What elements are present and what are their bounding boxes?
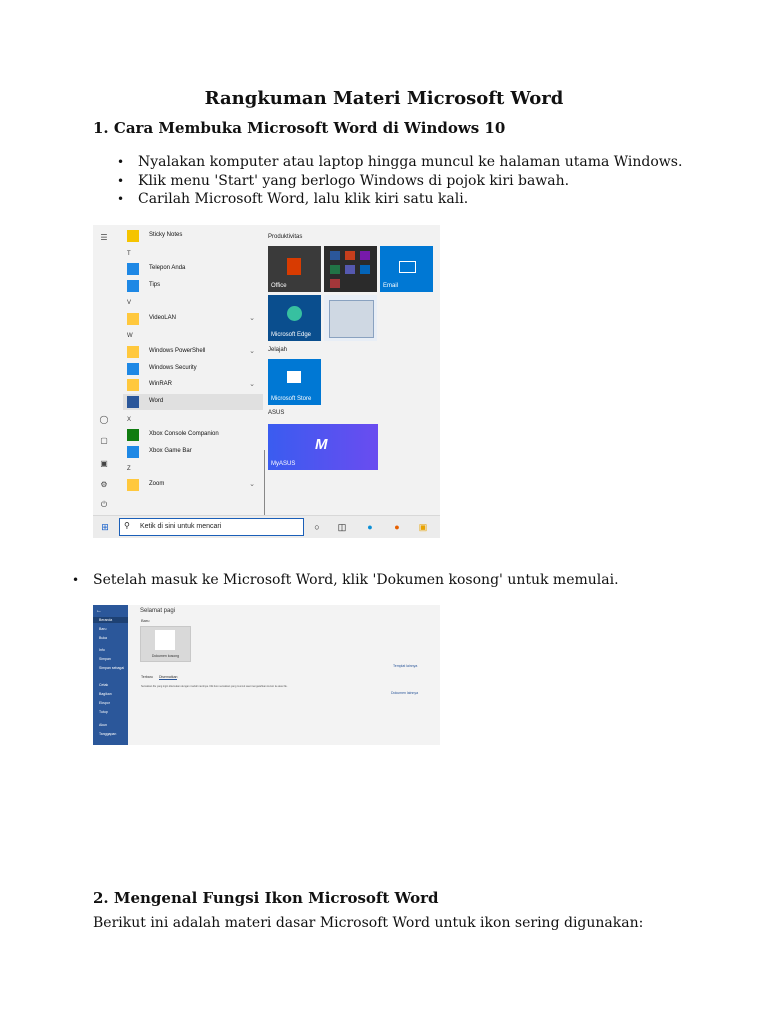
tile-office[interactable]: Office <box>268 246 321 292</box>
cortana-icon[interactable]: ○ <box>314 522 320 532</box>
taskbar <box>93 515 440 538</box>
firefox-icon[interactable]: ● <box>394 522 400 532</box>
power-icon: ⏻ <box>100 500 108 509</box>
list-item: • Nyalakan komputer atau laptop hingga muncul ke halaman utama Windows. <box>114 153 682 172</box>
xbox-icon <box>127 429 139 441</box>
tips-icon <box>127 280 139 292</box>
sidebar-item-save[interactable]: Simpan <box>99 657 111 661</box>
tab-recent[interactable]: Terbaru <box>141 675 153 679</box>
user-icon: ◯ <box>99 415 109 424</box>
section-2-intro: Berikut ini adalah materi dasar Microsoft Word untuk ikon sering digunakan: <box>93 915 644 931</box>
app-videolan[interactable]: VideoLAN ⌄ <box>123 311 263 327</box>
app-winrar[interactable]: WinRAR ⌄ <box>123 377 263 393</box>
folder-icon <box>127 479 139 491</box>
blank-document-card[interactable]: Dokumen kosong <box>140 626 191 662</box>
section-1-heading: 1. Cara Membuka Microsoft Word di Windows 10 <box>93 119 506 137</box>
teams-icon <box>345 265 355 274</box>
group-label-explore: Jelajah <box>268 347 288 353</box>
onenote-icon <box>360 251 370 260</box>
new-section-label: Baru <box>141 618 150 623</box>
app-xbox-game-bar[interactable]: Xbox Game Bar <box>123 444 263 460</box>
word-backstage-sidebar <box>93 605 128 745</box>
chevron-down-icon: ⌄ <box>249 381 255 388</box>
page-title: Rangkuman Materi Microsoft Word <box>204 88 564 109</box>
pinned-hint: Sematkan file yang ingin ditemukan dengan mudah nantinya. Klik ikon sematkan yang muncul saat mengarahkan kursor ke atas file. <box>141 685 288 688</box>
more-documents-link[interactable]: Dokumen lainnya <box>391 691 419 695</box>
tile-preview[interactable] <box>324 295 377 341</box>
office-icon <box>287 258 301 275</box>
search-icon: ⚲ <box>124 521 130 530</box>
sidebar-item-save-as[interactable]: Simpan sebagai <box>99 666 125 670</box>
letter-header: T <box>127 251 131 257</box>
letter-header: Z <box>127 466 131 472</box>
tile-office-apps-folder[interactable] <box>324 246 377 292</box>
myasus-logo-icon: M <box>315 436 328 453</box>
folder-icon <box>127 379 139 391</box>
sidebar-item-export[interactable]: Ekspor <box>99 701 110 705</box>
windows-start-icon[interactable]: ⊞ <box>101 522 109 532</box>
section-2-heading: 2. Mengenal Fungsi Ikon Microsoft Word <box>93 889 439 907</box>
bullet-list-2 <box>69 571 619 590</box>
onedrive-icon <box>360 265 370 274</box>
tile-myasus[interactable]: M MyASUS <box>268 424 378 470</box>
chevron-down-icon: ⌄ <box>249 348 255 355</box>
start-rail <box>93 225 115 515</box>
file-explorer-icon[interactable]: ▣ <box>418 522 428 532</box>
excel-icon <box>330 265 340 274</box>
sidebar-item-info[interactable]: Info <box>99 648 105 652</box>
phone-icon <box>127 263 139 275</box>
sidebar-item-account[interactable]: Akun <box>99 723 107 727</box>
letter-header: X <box>127 417 132 423</box>
list-item: • Setelah masuk ke Microsoft Word, klik 'Dokumen kosong' untuk memulai. <box>69 571 619 590</box>
list-item: • Klik menu 'Start' yang berlogo Windows di pojok kiri bawah. <box>114 172 682 191</box>
start-menu-screenshot <box>93 225 440 538</box>
back-arrow-icon[interactable]: ← <box>96 608 102 614</box>
store-bag-icon <box>287 371 301 383</box>
app-sticky-notes[interactable]: Sticky Notes <box>123 228 263 244</box>
tile-email[interactable]: Email <box>380 246 433 292</box>
list-item: • Carilah Microsoft Word, lalu klik kiri satu kali. <box>114 190 682 209</box>
group-label-asus: ASUS <box>268 410 285 416</box>
hamburger-icon: ☰ <box>100 233 108 242</box>
sidebar-item-close[interactable]: Tutup <box>99 710 108 714</box>
word-icon <box>330 251 340 260</box>
tile-microsoft-store[interactable]: Microsoft Store <box>268 359 321 405</box>
sidebar-item-open[interactable]: Buka <box>99 636 107 640</box>
sidebar-item-home[interactable]: Beranda <box>99 618 113 622</box>
greeting: Selamat pagi <box>140 608 176 614</box>
chevron-down-icon: ⌄ <box>249 315 255 322</box>
sidebar-item-print[interactable]: Cetak <box>99 683 109 687</box>
sidebar-item-new[interactable]: Baru <box>99 627 107 631</box>
tab-pinned[interactable]: Disematkan <box>159 675 178 679</box>
blank-page-icon <box>155 630 175 650</box>
app-xbox-console-companion[interactable]: Xbox Console Companion <box>123 427 263 443</box>
taskbar-search-input[interactable]: ⚲ Ketik di sini untuk mencari <box>119 518 304 536</box>
sticky-notes-icon <box>127 230 139 242</box>
folder-icon <box>127 313 139 325</box>
preview-thumbnail-icon <box>329 300 374 338</box>
pictures-icon: ▣ <box>100 459 108 468</box>
mail-icon <box>399 261 416 273</box>
group-label-productivity: Produktivitas <box>268 234 303 240</box>
letter-header: V <box>127 300 132 306</box>
sidebar-item-share[interactable]: Bagikan <box>99 692 112 696</box>
app-list-scrollbar[interactable] <box>264 450 265 515</box>
app-windows-security[interactable]: Windows Security <box>123 361 263 377</box>
shield-icon <box>127 363 139 375</box>
xbox-bar-icon <box>127 446 139 458</box>
access-icon <box>330 279 340 288</box>
app-word[interactable]: Word <box>123 394 263 410</box>
edge-icon <box>287 306 302 321</box>
letter-header: W <box>127 333 133 339</box>
more-templates-link[interactable]: Templat lainnya <box>393 664 418 668</box>
app-telepon-anda[interactable]: Telepon Anda <box>123 261 263 277</box>
word-start-screenshot <box>93 605 440 745</box>
word-icon <box>127 396 139 408</box>
powerpoint-icon <box>345 251 355 260</box>
app-zoom[interactable]: Zoom ⌄ <box>123 477 263 493</box>
bullet-list-1 <box>114 153 682 209</box>
app-tips[interactable]: Tips <box>123 278 263 294</box>
task-view-icon[interactable]: ◫ <box>337 522 347 532</box>
folder-icon <box>127 346 139 358</box>
app-windows-powershell[interactable]: Windows PowerShell ⌄ <box>123 344 263 360</box>
edge-taskbar-icon[interactable]: ● <box>367 522 373 532</box>
chevron-down-icon: ⌄ <box>249 481 255 488</box>
document-icon: ▢ <box>100 436 108 445</box>
tile-microsoft-edge[interactable]: Microsoft Edge <box>268 295 321 341</box>
settings-gear-icon: ⚙ <box>100 480 108 489</box>
sidebar-item-feedback[interactable]: Tanggapan <box>99 732 117 736</box>
